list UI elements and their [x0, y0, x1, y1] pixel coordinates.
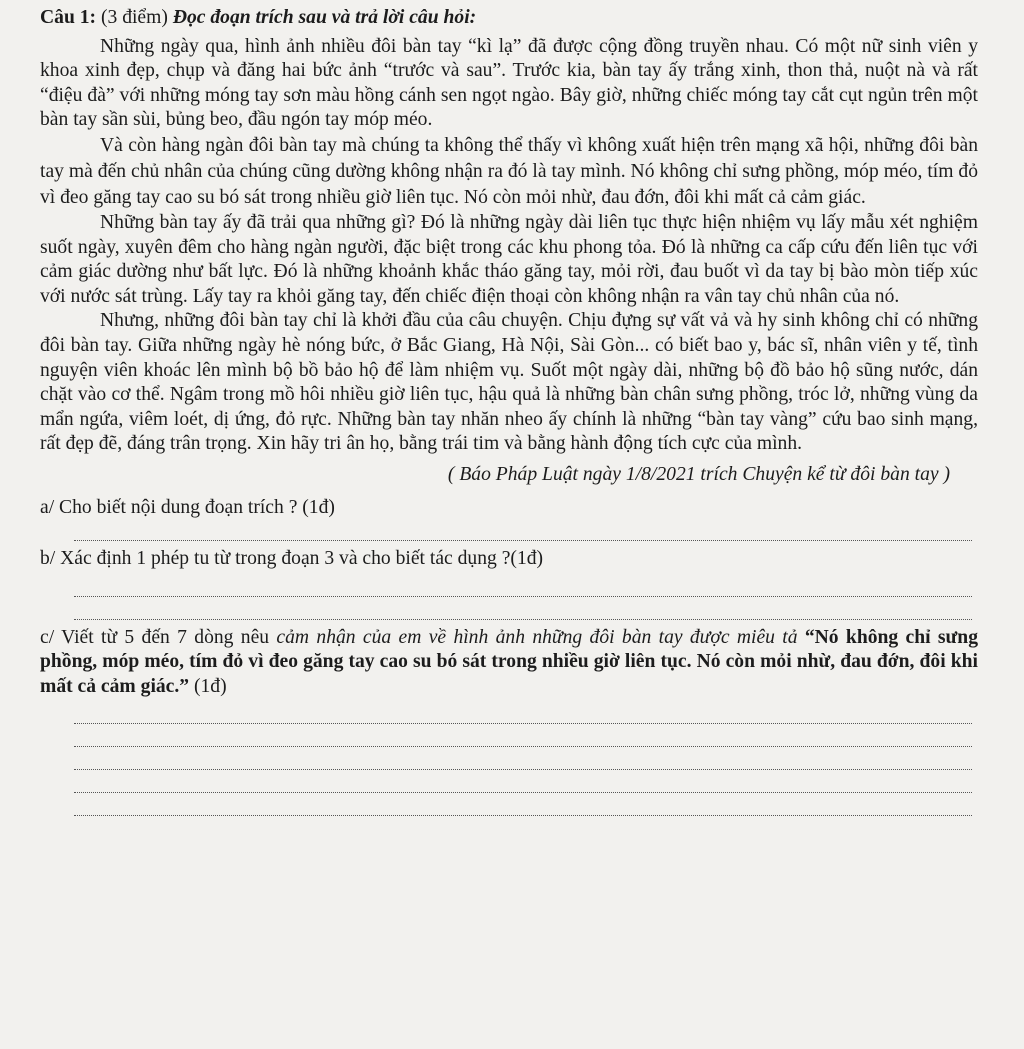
question-points: (3 điểm)	[96, 7, 173, 28]
answer-line[interactable]	[74, 597, 972, 620]
passage-paragraph-3: Những bàn tay ấy đã trải qua những gì? Đó là những ngày dài liên tục thực hiện nhiệm vụ lấy mẫu xét nghiệm suốt ngày, xuyên đêm cho hàng ngàn người, đặc biệt trong các khu phong tỏa. Đó là những ca cấp cứu đến liên tục với cảm giác dường như bất lực. Đó là những khoảnh khắc tháo găng tay, mỏi rời, đau buốt vì da tay bị bào mòn tiếp xúc với nước sát trùng. Lấy tay ra khỏi găng tay, đến chiếc điện thoại còn không nhận ra vân tay chủ nhân của nó.	[40, 211, 978, 307]
sub-question-c-quote: “Nó không chỉ sưng phồng, móp méo, tím đỏ vì đeo găng tay cao su bó sát trong nhiều giờ liên tục. Nó còn mỏi nhừ, đau đớn, đôi khi mất cả cảm giác.”	[40, 626, 978, 697]
sub-question-c-prefix: c/ Viết từ 5 đến 7 dòng nêu	[40, 626, 277, 648]
source-citation: ( Báo Pháp Luật ngày 1/8/2021 trích Chuyện kể từ đôi bàn tay )	[447, 463, 950, 485]
sub-question-b: b/ Xác định 1 phép tu từ trong đoạn 3 và cho biết tác dụng ?(1đ)	[40, 548, 544, 570]
sub-question-c-italic: cảm nhận của em về hình ảnh những đôi bàn tay được miêu tả	[276, 626, 805, 648]
sub-question-c	[40, 626, 978, 700]
sub-question-a: a/ Cho biết nội dung đoạn trích ? (1đ)	[40, 496, 335, 518]
passage-paragraph-4: Nhưng, những đôi bàn tay chỉ là khởi đầu của câu chuyện. Chịu đựng sự vất vả và hy sinh không chỉ có những đôi bàn tay. Giữa những ngày hè nóng bức, ở Bắc Giang, Hà Nội, Sài Gòn... có biết bao y, bác sĩ, nhân viên y tế, tình nguyện viên khoác lên mình bộ bồ bảo hộ để làm nhiệm vụ. Suốt một ngày dài, những bộ đồ bảo hộ sũng nước, dán chặt vào cơ thể. Ngâm trong mồ hôi nhiều giờ liên tục, hậu quả là những bàn chân sưng phồng, tróc lở, những vùng da mẩn ngứa, viêm loét, dị ứng, đỏ rực. Những bàn tay nhăn nheo ấy chính là những “bàn tay vàng” cứu bao sinh mạng, rất đẹp đẽ, đáng trân trọng. Xin hãy tri ân họ, bằng trái tim và bằng hành động tích cực của mình.	[40, 310, 978, 455]
passage-paragraph-1: Những ngày qua, hình ảnh nhiều đôi bàn tay “kì lạ” đã được cộng đồng truyền nhau. Có một nữ sinh viên y khoa xinh đẹp, chụp và đăng hai bức ảnh “trước và sau”. Trước kia, bàn tay ấy trắng xinh, thon thả, nuột nà và rất “điệu đà” với những móng tay sơn màu hồng cánh sen ngọt ngào. Bây giờ, những chiếc móng tay cắt cụt ngủn trên một bàn tay sần sùi, bủng beo, đầu ngón tay móp méo.	[40, 35, 978, 131]
sub-question-c-points: (1đ)	[189, 675, 227, 697]
answer-line[interactable]	[74, 574, 972, 597]
passage-paragraph-2: Và còn hàng ngàn đôi bàn tay mà chúng ta không thể thấy vì không xuất hiện trên mạng xã hội, những đôi bàn tay mà đến chủ nhân của chúng cũng dường không nhận ra đó là tay mình. Nó không chỉ sưng phồng, móp méo, tím đỏ vì đeo găng tay cao su bó sát trong nhiều giờ liên tục. Nó còn mỏi nhừ, đau đớn, đôi khi mất cả cảm giác.	[40, 134, 978, 208]
answer-line[interactable]	[74, 701, 972, 724]
answer-line[interactable]	[74, 747, 972, 770]
answer-line[interactable]	[74, 724, 972, 747]
question-instruction: Đọc đoạn trích sau và trả lời câu hỏi:	[172, 7, 477, 28]
answer-line[interactable]	[74, 793, 972, 816]
question-title	[40, 6, 978, 31]
answer-line[interactable]	[74, 770, 972, 793]
answer-line[interactable]	[74, 522, 972, 541]
question-number: Câu 1:	[40, 7, 97, 28]
